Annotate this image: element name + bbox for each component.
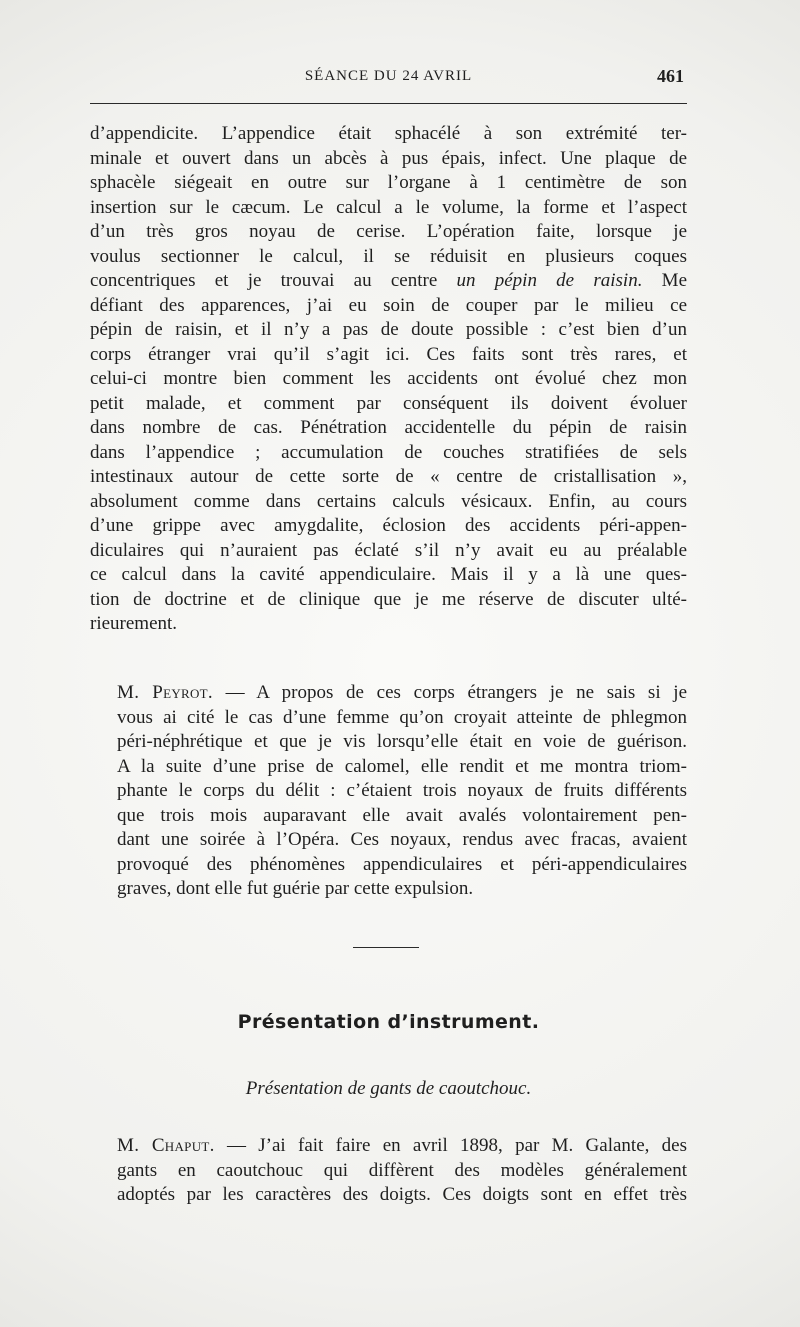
text-line [90,681,687,706]
text-line: d’un très gros noyau de cerise. L’opération faite, lorsque je [90,221,687,242]
section-subtitle: Présentation de gants de caoutchouc. [245,1078,532,1099]
text-line: petit malade, et comment par conséquent ils doivent évoluer [90,392,687,414]
text-run: concentriques et je trouvai au centre [90,270,457,291]
text-line: dans l’appendice ; accumulation de couches stratifiées de sels [90,441,687,463]
text-line: ce calcul dans la cavité appendiculaire. Mais il y a là une ques- [90,564,687,585]
text-line: diculaires qui n’auraient pas éclaté s’il n’y avait eu au préalable [90,539,687,561]
italic-phrase: un pépin de raisin. [456,270,643,291]
text-line: intestinaux autour de cette sorte de « centre de cristallisation », [90,466,687,487]
text-run: — J’ai fait faire en avril 1898, par M. Galante, des [214,1135,687,1156]
paragraph-peyrot-remark [90,681,687,902]
text-line: vous ai cité le cas d’une femme qu’on croyait atteinte de phlegmon [117,706,687,728]
text-line: phante le corps du délit : c’étaient trois noyaux de fruits différents [117,780,687,801]
section-divider [353,947,419,948]
header-rule [90,103,687,104]
running-head-title: SÉANCE DU 24 AVRIL [304,68,473,84]
text-line: provoqué des phénomènes appendiculaires et péri-appendiculaires [117,853,687,875]
text-line: insertion sur le cæcum. Le calcul a le volume, la forme et l’aspect [90,196,687,218]
text-line: adoptés par les caractères des doigts. Ces doigts sont en effet très [117,1184,687,1205]
text-line: que trois mois auparavant elle avait avalés volontairement pen- [117,804,687,826]
text-line [90,269,687,294]
text-line: graves, dont elle fut guérie par cette expulsion. [117,878,474,899]
page-number: 461 [657,66,684,86]
running-head [90,66,687,90]
speaker-name: M. Peyrot. [117,682,213,703]
text-line: dant une soirée à l’Opéra. Ces noyaux, rendus avec fracas, avaient [117,829,687,850]
text-line: d’une grippe avec amygdalite, éclosion des accidents péri-appen- [90,515,687,536]
text-line: péri-néphrétique et que je vis lorsqu’elle était en voie de guérison. [117,731,687,752]
text-line: sphacèle siégeait en outre sur l’organe à 1 centimètre de son [90,172,687,193]
text-line: absolument comme dans certains calculs vésicaux. Enfin, au cours [90,490,687,512]
text-line: corps étranger vrai qu’il s’agit ici. Ces faits sont très rares, et [90,343,687,365]
speaker-name: M. Chaput. [117,1135,215,1156]
section-title: Présentation d’instrument. [237,1011,540,1033]
text-run: Me [642,270,688,291]
text-line: rieurement. [90,613,178,634]
text-line: gants en caoutchouc qui diffèrent des modèles généralement [117,1159,687,1181]
text-line: voulus sectionner le calcul, il se réduisit en plusieurs coques [90,245,687,267]
text-line: d’appendicite. L’appendice était sphacélé à son extrémité ter- [90,123,687,144]
text-line: pépin de raisin, et il n’y a pas de doute possible : c’est bien d’un [90,319,687,340]
text-line [90,1134,687,1159]
text-line: tion de doctrine et de clinique que je me réserve de discuter ulté- [90,588,687,610]
text-line: A la suite d’une prise de calomel, elle rendit et me montra triom- [117,755,687,777]
text-line: dans nombre de cas. Pénétration accidentelle du pépin de raisin [90,417,687,438]
text-line: minale et ouvert dans un abcès à pus épais, infect. Une plaque de [90,147,687,169]
paragraph-chaput-gloves [90,1134,687,1208]
paragraph-appendicitis-case [90,122,687,637]
text-run: — A propos de ces corps étrangers je ne sais si je [212,682,687,703]
text-line: défiant des apparences, j’ai eu soin de couper par le milieu ce [90,294,687,316]
text-line: celui-ci montre bien comment les accidents ont évolué chez mon [90,368,687,389]
